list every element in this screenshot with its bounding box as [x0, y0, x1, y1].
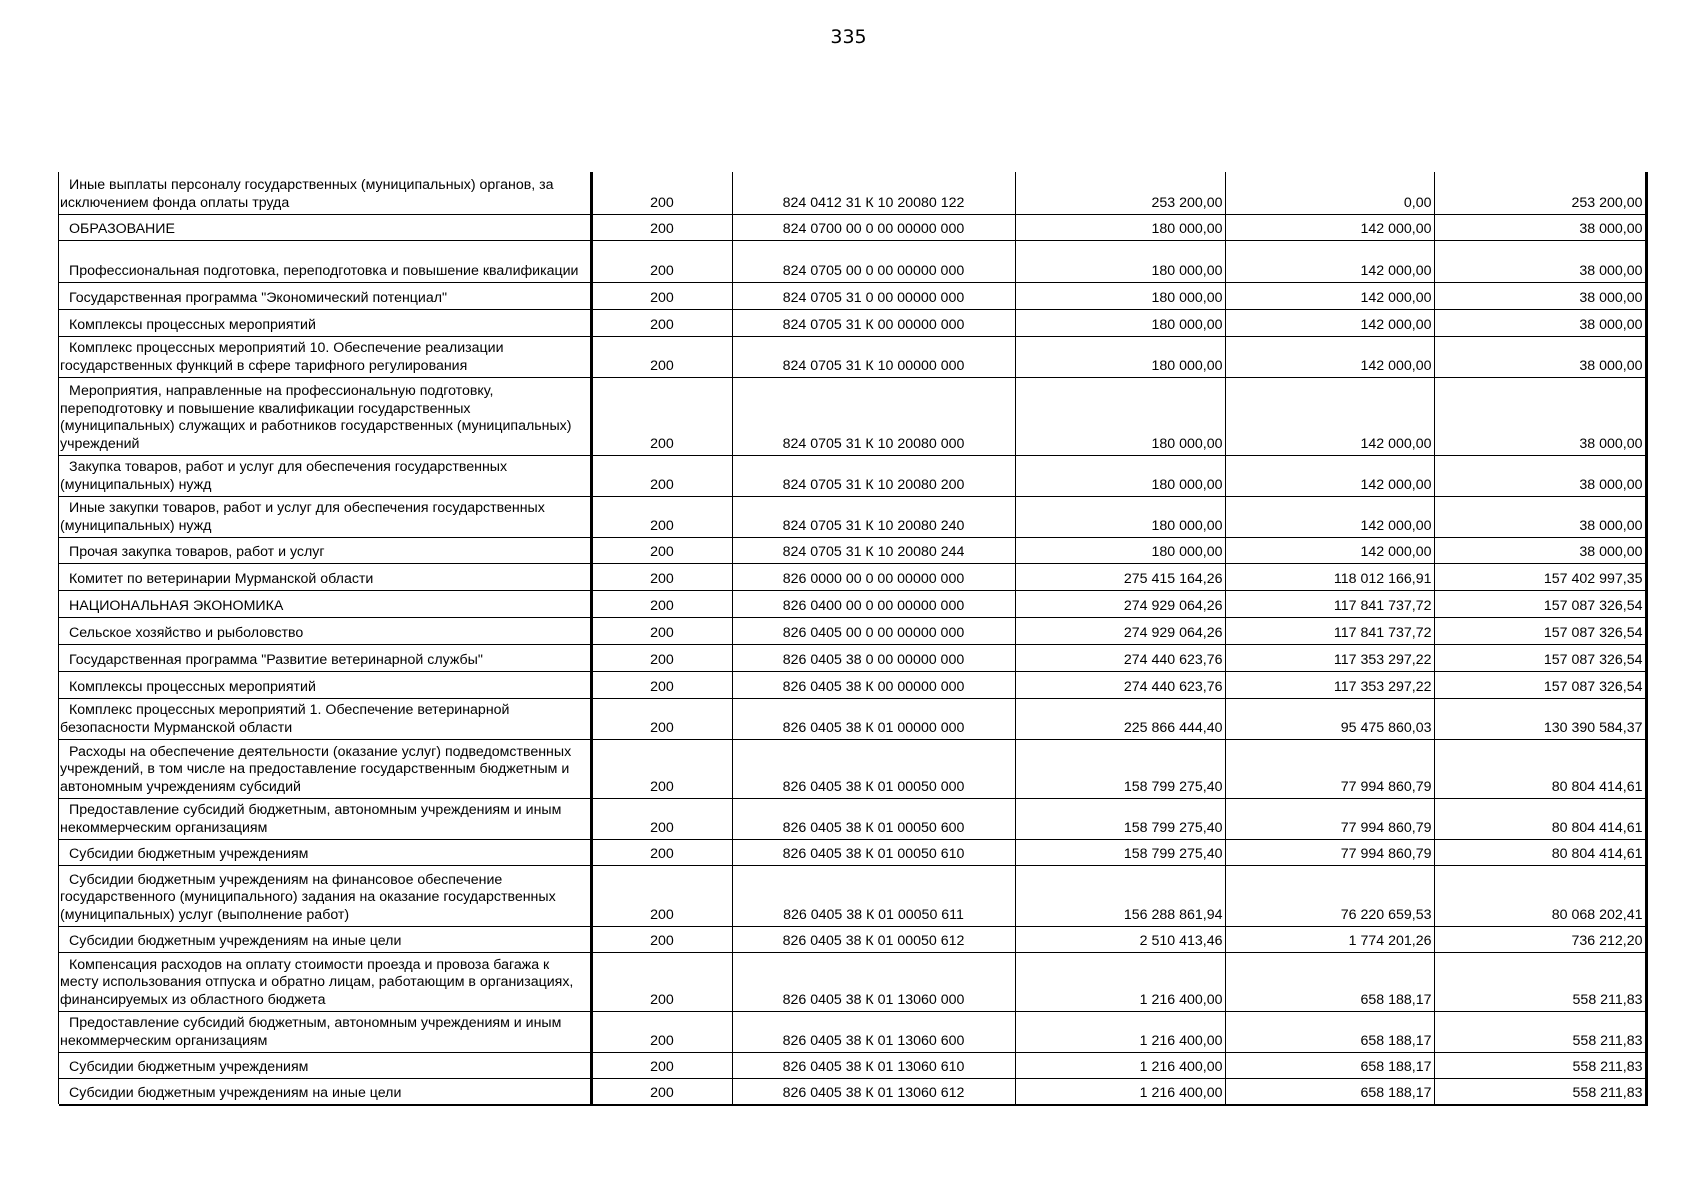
- table-row: [59, 455, 1646, 496]
- cell-line-code: 200: [591, 926, 732, 952]
- cell-unexecuted-amount: 38 000,00: [1434, 496, 1646, 537]
- cell-executed-amount: 658 188,17: [1225, 1078, 1434, 1105]
- cell-expense-name: Предоставление субсидий бюджетным, автономным учреждениям и иным некоммерческим организациям: [59, 1011, 591, 1052]
- cell-classification-code: 826 0405 38 К 01 13060 612: [732, 1078, 1015, 1105]
- cell-line-code: 200: [591, 839, 732, 865]
- cell-classification-code: 826 0400 00 0 00 00000 000: [732, 590, 1015, 617]
- cell-expense-name: Закупка товаров, работ и услуг для обеспечения государственных (муниципальных) нужд: [59, 455, 591, 496]
- cell-unexecuted-amount: 80 804 414,61: [1434, 739, 1646, 798]
- table-row: [59, 563, 1646, 590]
- table-row: [59, 839, 1646, 865]
- cell-expense-name: Мероприятия, направленные на профессиональную подготовку, переподготовку и повышение квалификации государственных (муниципальных) служащих и работников государственных (муниципальных) учреждений: [59, 377, 591, 455]
- table-row: [59, 172, 1646, 214]
- cell-approved-amount: 274 929 064,26: [1015, 617, 1225, 644]
- table-row: [59, 617, 1646, 644]
- cell-approved-amount: 180 000,00: [1015, 377, 1225, 455]
- cell-approved-amount: 180 000,00: [1015, 309, 1225, 336]
- cell-expense-name: Субсидии бюджетным учреждениям: [59, 839, 591, 865]
- cell-unexecuted-amount: 157 087 326,54: [1434, 617, 1646, 644]
- cell-expense-name: Государственная программа "Экономический потенциал": [59, 282, 591, 309]
- cell-executed-amount: 1 774 201,26: [1225, 926, 1434, 952]
- cell-executed-amount: 118 012 166,91: [1225, 563, 1434, 590]
- table-row: [59, 496, 1646, 537]
- table-row: [59, 240, 1646, 282]
- cell-executed-amount: 658 188,17: [1225, 1011, 1434, 1052]
- table-row: [59, 590, 1646, 617]
- cell-classification-code: 826 0405 38 К 01 13060 600: [732, 1011, 1015, 1052]
- cell-executed-amount: 142 000,00: [1225, 282, 1434, 309]
- table-row: [59, 739, 1646, 798]
- cell-unexecuted-amount: 38 000,00: [1434, 377, 1646, 455]
- cell-expense-name: ОБРАЗОВАНИЕ: [59, 214, 591, 240]
- table-row: [59, 644, 1646, 671]
- cell-expense-name: НАЦИОНАЛЬНАЯ ЭКОНОМИКА: [59, 590, 591, 617]
- cell-unexecuted-amount: 157 087 326,54: [1434, 671, 1646, 698]
- cell-classification-code: 826 0405 38 К 01 00050 000: [732, 739, 1015, 798]
- cell-line-code: 200: [591, 309, 732, 336]
- table-row: [59, 537, 1646, 563]
- cell-approved-amount: 1 216 400,00: [1015, 952, 1225, 1011]
- cell-line-code: 200: [591, 590, 732, 617]
- cell-line-code: 200: [591, 1011, 732, 1052]
- table-row: [59, 952, 1646, 1011]
- cell-approved-amount: 274 929 064,26: [1015, 590, 1225, 617]
- cell-unexecuted-amount: 38 000,00: [1434, 282, 1646, 309]
- cell-unexecuted-amount: 558 211,83: [1434, 1011, 1646, 1052]
- cell-expense-name: Прочая закупка товаров, работ и услуг: [59, 537, 591, 563]
- cell-approved-amount: 180 000,00: [1015, 282, 1225, 309]
- cell-approved-amount: 253 200,00: [1015, 172, 1225, 214]
- cell-approved-amount: 180 000,00: [1015, 240, 1225, 282]
- cell-classification-code: 826 0405 38 К 01 00050 610: [732, 839, 1015, 865]
- cell-unexecuted-amount: 736 212,20: [1434, 926, 1646, 952]
- cell-unexecuted-amount: 38 000,00: [1434, 240, 1646, 282]
- page-number: 335: [830, 26, 867, 48]
- table-row: [59, 377, 1646, 455]
- cell-unexecuted-amount: 558 211,83: [1434, 1052, 1646, 1078]
- cell-expense-name: Предоставление субсидий бюджетным, автономным учреждениям и иным некоммерческим организациям: [59, 798, 591, 839]
- cell-executed-amount: 142 000,00: [1225, 309, 1434, 336]
- table-body: [59, 172, 1646, 1105]
- cell-executed-amount: 117 841 737,72: [1225, 590, 1434, 617]
- cell-approved-amount: 180 000,00: [1015, 336, 1225, 377]
- cell-executed-amount: 117 353 297,22: [1225, 671, 1434, 698]
- cell-executed-amount: 117 353 297,22: [1225, 644, 1434, 671]
- cell-unexecuted-amount: 38 000,00: [1434, 537, 1646, 563]
- cell-line-code: 200: [591, 952, 732, 1011]
- cell-approved-amount: 2 510 413,46: [1015, 926, 1225, 952]
- cell-expense-name: Сельское хозяйство и рыболовство: [59, 617, 591, 644]
- cell-approved-amount: 180 000,00: [1015, 455, 1225, 496]
- cell-unexecuted-amount: 38 000,00: [1434, 455, 1646, 496]
- cell-line-code: 200: [591, 798, 732, 839]
- cell-classification-code: 824 0705 31 К 10 20080 000: [732, 377, 1015, 455]
- table-row: [59, 798, 1646, 839]
- cell-unexecuted-amount: 157 087 326,54: [1434, 590, 1646, 617]
- cell-executed-amount: 658 188,17: [1225, 952, 1434, 1011]
- cell-expense-name: Субсидии бюджетным учреждениям на финансовое обеспечение государственного (муниципального) задания на оказание государственных (муниципальных) услуг (выполнение работ): [59, 865, 591, 926]
- cell-approved-amount: 158 799 275,40: [1015, 798, 1225, 839]
- cell-line-code: 200: [591, 644, 732, 671]
- cell-line-code: 200: [591, 1052, 732, 1078]
- cell-line-code: 200: [591, 1078, 732, 1105]
- cell-executed-amount: 658 188,17: [1225, 1052, 1434, 1078]
- cell-executed-amount: 142 000,00: [1225, 240, 1434, 282]
- cell-approved-amount: 275 415 164,26: [1015, 563, 1225, 590]
- cell-line-code: 200: [591, 739, 732, 798]
- table-row: [59, 1011, 1646, 1052]
- cell-approved-amount: 1 216 400,00: [1015, 1052, 1225, 1078]
- cell-approved-amount: 225 866 444,40: [1015, 698, 1225, 739]
- cell-classification-code: 824 0705 31 К 10 20080 244: [732, 537, 1015, 563]
- cell-line-code: 200: [591, 282, 732, 309]
- cell-executed-amount: 77 994 860,79: [1225, 739, 1434, 798]
- cell-expense-name: Субсидии бюджетным учреждениям на иные цели: [59, 1078, 591, 1105]
- cell-executed-amount: 142 000,00: [1225, 214, 1434, 240]
- table-row: [59, 336, 1646, 377]
- cell-unexecuted-amount: 38 000,00: [1434, 336, 1646, 377]
- cell-expense-name: Профессиональная подготовка, переподготовка и повышение квалификации: [59, 240, 591, 282]
- cell-classification-code: 824 0705 31 К 10 20080 200: [732, 455, 1015, 496]
- cell-expense-name: Комитет по ветеринарии Мурманской области: [59, 563, 591, 590]
- cell-classification-code: 826 0405 00 0 00 00000 000: [732, 617, 1015, 644]
- cell-classification-code: 826 0405 38 К 01 00050 611: [732, 865, 1015, 926]
- cell-unexecuted-amount: 130 390 584,37: [1434, 698, 1646, 739]
- cell-classification-code: 826 0405 38 К 01 00050 600: [732, 798, 1015, 839]
- cell-unexecuted-amount: 253 200,00: [1434, 172, 1646, 214]
- cell-line-code: 200: [591, 336, 732, 377]
- cell-executed-amount: 142 000,00: [1225, 336, 1434, 377]
- cell-expense-name: Иные выплаты персоналу государственных (муниципальных) органов, за исключением фонда оплаты труда: [59, 172, 591, 214]
- cell-line-code: 200: [591, 865, 732, 926]
- cell-unexecuted-amount: 80 804 414,61: [1434, 839, 1646, 865]
- cell-line-code: 200: [591, 377, 732, 455]
- cell-line-code: 200: [591, 172, 732, 214]
- cell-approved-amount: 180 000,00: [1015, 214, 1225, 240]
- cell-approved-amount: 158 799 275,40: [1015, 739, 1225, 798]
- cell-classification-code: 826 0405 38 К 01 00000 000: [732, 698, 1015, 739]
- cell-expense-name: Комплексы процессных мероприятий: [59, 671, 591, 698]
- cell-expense-name: Субсидии бюджетным учреждениям на иные цели: [59, 926, 591, 952]
- cell-unexecuted-amount: 38 000,00: [1434, 309, 1646, 336]
- cell-executed-amount: 142 000,00: [1225, 377, 1434, 455]
- table-row: [59, 282, 1646, 309]
- table-row: [59, 1078, 1646, 1105]
- cell-unexecuted-amount: 80 068 202,41: [1434, 865, 1646, 926]
- cell-approved-amount: 1 216 400,00: [1015, 1078, 1225, 1105]
- table-row: [59, 1052, 1646, 1078]
- cell-expense-name: Комплекс процессных мероприятий 10. Обеспечение реализации государственных функций в сфере тарифного регулирования: [59, 336, 591, 377]
- cell-line-code: 200: [591, 671, 732, 698]
- cell-expense-name: Комплекс процессных мероприятий 1. Обеспечение ветеринарной безопасности Мурманской области: [59, 698, 591, 739]
- cell-line-code: 200: [591, 240, 732, 282]
- cell-approved-amount: 1 216 400,00: [1015, 1011, 1225, 1052]
- cell-executed-amount: 77 994 860,79: [1225, 798, 1434, 839]
- cell-classification-code: 824 0705 00 0 00 00000 000: [732, 240, 1015, 282]
- cell-approved-amount: 156 288 861,94: [1015, 865, 1225, 926]
- cell-classification-code: 824 0705 31 0 00 00000 000: [732, 282, 1015, 309]
- cell-classification-code: 826 0000 00 0 00 00000 000: [732, 563, 1015, 590]
- cell-unexecuted-amount: 558 211,83: [1434, 1078, 1646, 1105]
- cell-classification-code: 824 0412 31 К 10 20080 122: [732, 172, 1015, 214]
- cell-classification-code: 826 0405 38 0 00 00000 000: [732, 644, 1015, 671]
- table-row: [59, 309, 1646, 336]
- cell-classification-code: 826 0405 38 К 01 00050 612: [732, 926, 1015, 952]
- cell-approved-amount: 158 799 275,40: [1015, 839, 1225, 865]
- cell-classification-code: 824 0705 31 К 10 00000 000: [732, 336, 1015, 377]
- cell-executed-amount: 142 000,00: [1225, 455, 1434, 496]
- cell-expense-name: Комплексы процессных мероприятий: [59, 309, 591, 336]
- cell-line-code: 200: [591, 617, 732, 644]
- cell-approved-amount: 274 440 623,76: [1015, 671, 1225, 698]
- table-row: [59, 214, 1646, 240]
- cell-line-code: 200: [591, 537, 732, 563]
- budget-execution-table: [59, 172, 1648, 1106]
- table-row: [59, 926, 1646, 952]
- cell-line-code: 200: [591, 563, 732, 590]
- cell-executed-amount: 95 475 860,03: [1225, 698, 1434, 739]
- cell-unexecuted-amount: 157 087 326,54: [1434, 644, 1646, 671]
- table-row: [59, 698, 1646, 739]
- table-row: [59, 865, 1646, 926]
- cell-approved-amount: 274 440 623,76: [1015, 644, 1225, 671]
- cell-executed-amount: 142 000,00: [1225, 537, 1434, 563]
- cell-classification-code: 826 0405 38 К 00 00000 000: [732, 671, 1015, 698]
- cell-expense-name: Государственная программа "Развитие ветеринарной службы": [59, 644, 591, 671]
- cell-unexecuted-amount: 80 804 414,61: [1434, 798, 1646, 839]
- cell-line-code: 200: [591, 496, 732, 537]
- cell-line-code: 200: [591, 214, 732, 240]
- cell-executed-amount: 142 000,00: [1225, 496, 1434, 537]
- cell-classification-code: 824 0705 31 К 00 00000 000: [732, 309, 1015, 336]
- cell-executed-amount: 117 841 737,72: [1225, 617, 1434, 644]
- cell-executed-amount: 0,00: [1225, 172, 1434, 214]
- cell-executed-amount: 77 994 860,79: [1225, 839, 1434, 865]
- cell-classification-code: 824 0700 00 0 00 00000 000: [732, 214, 1015, 240]
- cell-unexecuted-amount: 157 402 997,35: [1434, 563, 1646, 590]
- cell-expense-name: Компенсация расходов на оплату стоимости проезда и провоза багажа к месту использования отпуска и обратно лицам, работающим в организациях, финансируемых из областного бюджета: [59, 952, 591, 1011]
- cell-unexecuted-amount: 38 000,00: [1434, 214, 1646, 240]
- cell-line-code: 200: [591, 698, 732, 739]
- cell-classification-code: 824 0705 31 К 10 20080 240: [732, 496, 1015, 537]
- cell-classification-code: 826 0405 38 К 01 13060 000: [732, 952, 1015, 1011]
- cell-unexecuted-amount: 558 211,83: [1434, 952, 1646, 1011]
- table-row: [59, 671, 1646, 698]
- cell-line-code: 200: [591, 455, 732, 496]
- cell-approved-amount: 180 000,00: [1015, 537, 1225, 563]
- cell-classification-code: 826 0405 38 К 01 13060 610: [732, 1052, 1015, 1078]
- cell-executed-amount: 76 220 659,53: [1225, 865, 1434, 926]
- cell-expense-name: Субсидии бюджетным учреждениям: [59, 1052, 591, 1078]
- cell-expense-name: Расходы на обеспечение деятельности (оказание услуг) подведомственных учреждений, в том числе на предоставление государственным бюджетным и автономным учреждениям субсидий: [59, 739, 591, 798]
- cell-approved-amount: 180 000,00: [1015, 496, 1225, 537]
- cell-expense-name: Иные закупки товаров, работ и услуг для обеспечения государственных (муниципальных) нужд: [59, 496, 591, 537]
